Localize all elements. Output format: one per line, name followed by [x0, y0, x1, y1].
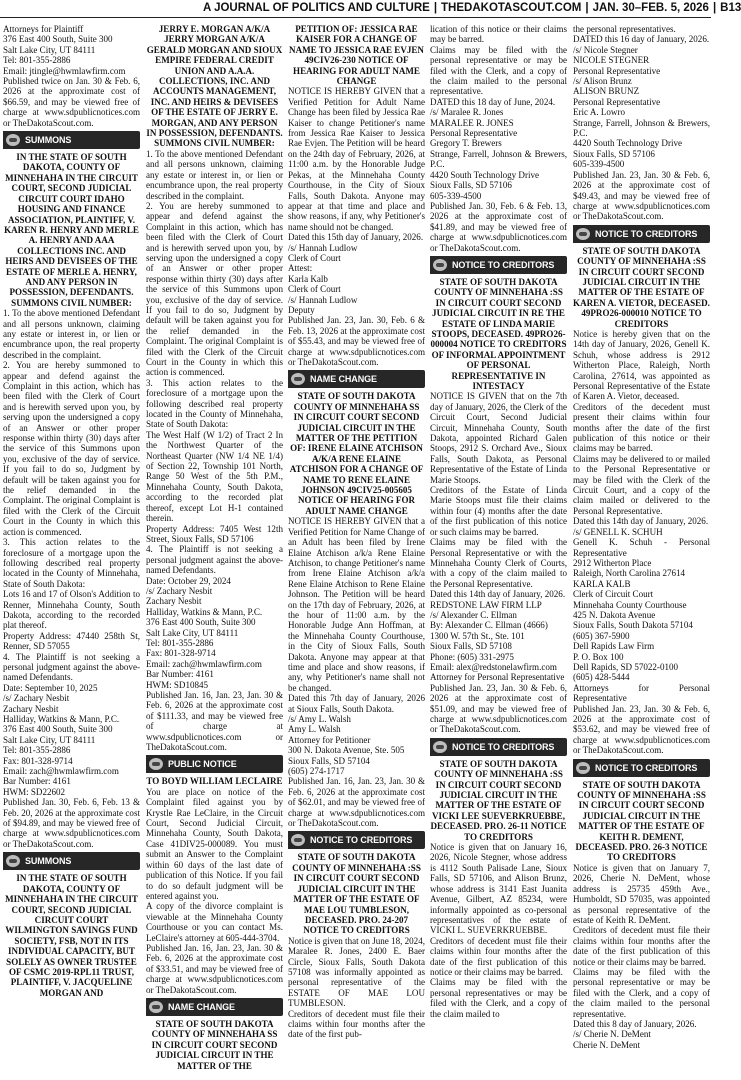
section-header [573, 225, 710, 243]
notice-body: Attorneys for Plaintiff 376 East 400 South, Suite 300 Salt Lake City, UT 84111 Tel: 801-355-2886 Email: jtingle@hwmlawfirm.com Published twice on Jan. 30 & Feb. 6, 2026 at the approximate cost of $66.59, and may be viewed free of charge at www.sdpublicnotices.com or TheDakotaScout.com. [3, 24, 140, 128]
notice-body: Notice is hereby given that on the 14th day of January, 2026, Genell K. Schuh, whose address is 2912 Witherton Place, Raleigh, North Carolina, 27614, was appointed as Personal Representative of the Estate of Karen A. Vietor, deceased. Creditors of the decedent must present their claims within four months after the date of the first publication of this notice or their claims may be barred. Claims may be delivered to or mailed to the Personal Representative or may be filed with the Clerk of the Circuit Court, and a copy of the claim mailed or delivered to the Personal Representative. Dated this 14th day of January, 2026. /s/ GENELL K. SCHUH Genell K. Schuh - Personal Representative 2912 Witherton Place Raleigh, North Carolina 27614 KARLA KALB Clerk of Circuit Court Minnehaha County Courthouse 425 N. Dakota Avenue Sioux Falls, South Dakota 57104 (605) 367-5900 Dell Rapids Law Firm P. O. Box 100 Dell Rapids, SD 57022-0100 (605) 428-5444 Attorneys for Personal Representative Published Jan. 23, Jan. 30 & Feb. 6, 2026 at the approximate cost of $53.62, and may be viewed free of charge at www.sdpublicnotices.com or TheDakotaScout.com. [573, 328, 710, 756]
notice-body: Notice is given that on January 7, 2026, Cherie N. DeMent, whose address is 25735 459th Ave., Humboldt, SD 57035, was appointed as personal representative of the estate of Keith R. DeMent. Creditors of decedent must file their claims within four months after the date of the first publication of this notice or their claims may be barred. Claims may be filed with the personal representative or may be filed with the Clerk, and a copy of the claim mailed to the personal representative. Dated this 8 day of January, 2026. /s/ Cherie N. DeMent Cherie N. DeMent [573, 862, 710, 1050]
section-header-label: NAME CHANGE [168, 1001, 235, 1012]
notice-caption: STATE OF SOUTH DAKOTA COUNTY OF MINNEHAHA :SS IN CIRCUIT COURT SECOND JUDICIAL CIRCUIT IN RE THE ESTATE OF LINDA MARIE STOOPS, DECEASED. 49PRO26-000004 NOTICE TO CREDITORS OF INFORMAL APPOINTMENT OF PERSONAL REPRESENTATIVE IN INTESTACY [430, 276, 567, 391]
section-header-icon [291, 373, 305, 385]
notice-caption: STATE OF SOUTH DAKOTA COUNTY OF MINNEHAHA :SS IN CIRCUIT COURT SECOND JUDICIAL CIRCUIT IN THE MATTER OF THE ESTATE OF MAE LOU TUMBLESON, DECEASED. PRO. 24-207 NOTICE TO CREDITORS [292, 852, 421, 936]
header-line: A JOURNAL OF POLITICS AND CULTURE | THEDAKOTASCOUT.COM | JAN. 30–FEB. 5, 2026 | B13 [203, 2, 741, 14]
section-header-icon [149, 1001, 163, 1013]
notice-body: 1. To the above mentioned Defendant and all persons unknown, claiming any estate or interest in, or lien or encumbrance upon, the real property described in the complaint. 2. You are hereby summoned to appear and defend against the Complaint in this action, which has been filed with the Clerk of Court and is herewith served upon you, by serving upon the undersigned a copy of an Answer or other proper response within thirty (30) days after the service of this Summons upon you, exclusive of the day of service. If you fail to do so, Judgment by default will be taken against you for the relief demanded in the Complaint. The original Complaint is filed with the Clerk of the Circuit Court in the County in which this action is commenced. 3. This action relates to the foreclosure of a mortgage upon the following described real property located in the County of Minnehaha, State of South Dakota: The West Half (W 1/2) of Tract 2 In the Northwest Quarter of the Northeast Quarter (NW 1/4 NE 1/4) of Section 22, Township 101 North, Range 50 West of the 5th P.M., Minnehaha County, South Dakota, according to the recorded plat thereof, except Lot H-1 contained therein. Property Address: 7405 West 12th Street, Sioux Falls, SD 57106 4. The Plaintiff is not seeking a personal judgment against the above-named Defendants. Date: October 29, 2024 /s/ Zachary Nesbit Zachary Nesbit Halliday, Watkins & Mann, P.C. 376 East 400 South, Suite 300 Salt Lake City, UT 84111 Tel: 801-355-2886 Fax: 801-328-9714 Email: zach@hwmlawfirm.com Bar Number: 4161 HWM: SD10845 Published Jan. 16, Jan. 23, Jan. 30 & Feb. 6, 2026 at the approximate cost of $111.33, and may be viewed free of charge at www.sdpublicnotices.com or TheDakotaScout.com. [146, 148, 283, 753]
section-header-label: SUMMONS [25, 135, 72, 146]
section-header-label: NOTICE TO CREDITORS [595, 762, 698, 773]
section-header-label: NOTICE TO CREDITORS [452, 259, 555, 270]
notice-caption: IN THE STATE OF SOUTH DAKOTA, COUNTY OF MINNEHAHA IN THE CIRCUIT COURT, SECOND JUDICIAL CIRCUIT COURT WILMINGTON SAVINGS FUND SOCIETY, FSB, NOT IN ITS INDIVIDUAL CAPACITY, BUT SOLELY AS OWNER TRUSTEE OF CSMC 2019-RPL11 TRUST, PLAINTIFF, V. JACQUELINE MORGAN AND [5, 873, 138, 998]
notice-body: Notice is given that on June 18, 2024, Maralee R. Jones, 2400 E. Baer Circle, Sioux Falls, South Dakota 57108 was informally appointed as personal representative of the ESTATE OF MAE LOU TUMBLESON. Creditors of decedent must file their claims within four months after the date of the first pub- [288, 935, 425, 1040]
notice-caption: STATE OF SOUTH DAKOTA COUNTY OF MINNEHAHA :SS IN CIRCUIT COURT SECOND JUDICIAL CIRCUIT IN THE MATTER OF THE ESTATE OF VICKI LEE SUEVERKRUEBBE, DECEASED. PRO. 26-11 NOTICE TO CREDITORS [430, 758, 567, 842]
section-header-icon [433, 259, 447, 271]
notice-body: NOTICE IS HEREBY GIVEN that a Verified Petition for Name Change of an Adult has been filed by Irene Elaine Atchison a/k/a Rene Elaine Atchison, to change Petitioner's name from Irene Elaine Atchison a/k/a Rene Elaine Atchison to Rene Elaine Johnson. The Petition will be heard on the 17th day of February, 2026, at the hour of 11:00 a.m. by the Honorable Judge Ann Hoffman, at the Minnehaha County Courthouse, in the City of Sioux Falls, South Dakota. Anyone may appear at that time and place and show reasons, if any, why Petitioner's name shall not be changed. Dated this 7th day of January, 2026 at Sioux Falls, South Dakota. /s/ Amy L. Walsh Amy L. Walsh Attorney for Petitioner 300 N. Dakota Avenue, Ste. 505 Sioux Falls, SD 57104 (605) 274-1717 Published Jan. 16, Jan. 23, Jan. 30 & Feb. 6, 2026 at the approximate cost of $62.01, and may be viewed free of charge at www.sdpublicnotices.com or TheDakotaScout.com. [288, 516, 425, 829]
notice-caption: JERRY E. MORGAN A/K/A JERRY MORGAN A/K/A GERALD MORGAN AND SIOUX EMPIRE FEDERAL CREDIT UNION AND A.A.A. COLLECTIONS, INC. AND ACCOUNTS MANAGEMENT, INC. AND HEIRS & DEVISEES OF THE ESTATE OF JERRY E. MORGAN, AND ANY PERSON IN POSSESSION, DEFENDANTS. SUMMONS CIVIL NUMBER: [146, 24, 283, 149]
notice-caption: STATE OF SOUTH DAKOTA COUNTY OF MINNEHAHA :SS IN CIRCUIT COURT SECOND JUDICIAL CIRCUIT IN THE MATTER OF THE ESTATE OF KEITH R. DEMENT, DECEASED. PRO. 26-3 NOTICE TO CREDITORS [575, 779, 708, 863]
section-header-icon [576, 228, 590, 240]
notice-caption: STATE OF SOUTH DAKOTA COUNTY OF MINNEHAHA SS IN CIRCUIT COURT SECOND JUDICIAL CIRCUIT IN THE MATTER OF THE [151, 1018, 278, 1071]
issue-date: JAN. 30–FEB. 5, 2026 [592, 2, 709, 14]
section-header [288, 370, 425, 388]
notice-caption: PETITION OF: JESSICA RAE KAISER FOR A CHANGE OF NAME TO JESSICA RAE EVJEN 49CIV26-230 NOTICE OF HEARING FOR ADULT NAME CHANGE [289, 24, 424, 87]
section-header-icon [576, 762, 590, 774]
section-header [146, 998, 283, 1016]
notice-caption: STATE OF SOUTH DAKOTA COUNTY OF MINNEHAHA :SS IN CIRCUIT COURT SECOND JUDICIAL CIRCUIT IN THE MATTER OF THE ESTATE OF KAREN A. VIETOR, DECEASED. 49PRO26-000010 NOTICE TO CREDITORS [573, 245, 710, 329]
notice-body: NOTICE IS GIVEN that on the 7th day of January, 2026, the Clerk of the Circuit Court, Second Judicial Circuit, Minnehaha County, South Dakota, appointed Richard Galen Stoops, 2912 S. Orchard Ave., Sioux Falls, South Dakota, as Personal Representative of the Estate of Linda Marie Stoops. Creditors of the Estate of Linda Marie Stoops must file their claims within four (4) months after the date of the first publication of this notice or such claims may be barred. Claims may be filed with the Personal Representative or with the Minnehaha County Clerk of Courts, with a copy of the claim mailed to the Personal Representative. Dated this 14th day of January, 2026. REDSTONE LAW FIRM LLP /s/ Alexander C. Ellman By: Alexander C. Ellman (4666) 1300 W. 57th St., Ste. 101 Sioux Falls, SD 57108 Phone: (605) 331-2975 Email: alex@redstonelawfirm.com Attorney for Personal Representative Published Jan. 23, Jan. 30 & Feb. 6, 2026 at the approximate cost of $51.09, and may be viewed free of charge at www.sdpublicnotices.com or TheDakotaScout.com. [430, 391, 567, 735]
section-header-label: PUBLIC NOTICE [168, 759, 237, 770]
section-header-label: SUMMONS [25, 856, 72, 867]
notice-body: Notice is given that on January 16, 2026, Nicole Stegner, whose address is 4112 South Palisade Lane, Sioux Falls, SD 57106, and Alison Brunz, whose address is 3141 East Juanita Avenue, Gilbert, AZ 85234, were informally appointed as co-personal representatives of the estate of VICKI L. SUEVERKRUEBBE. Creditors of decedent must file their claims within four months after the date of the first publication of this notice or their claims may be barred. Claims may be filed with the personal representatives or may be filed with the Clerk, and a copy of the claim mailed to [430, 842, 567, 1019]
section-header-label: NOTICE TO CREDITORS [452, 741, 555, 752]
section-header [430, 256, 567, 274]
section-header-icon [149, 758, 163, 770]
section-header [3, 131, 140, 149]
section-header [288, 831, 425, 849]
notice-body: 1. To the above mentioned Defendant and all persons unknown, claiming any estate or interest in, or lien or encumbrance upon, the real property described in the complaint. 2. You are hereby summoned to appear and defend against the Complaint in this action, which has been filed with the Clerk of Court and is herewith served upon you, by serving upon the undersigned a copy of an Answer or other proper response within thirty (30) days after the service of this Summons upon you, exclusive of the day of service. If you fail to do so, Judgment by default will be taken against you for the relief demanded in the Complaint. The original Complaint is filed with the Clerk of the Circuit Court in the County in which this action is commenced. 3. This action relates to the foreclosure of a mortgage upon the following described real property located in the County of Minnehaha, State of South Dakota: Lots 16 and 17 of Olson's Addition to Renner, Minnehaha County, South Dakota, according to the recorded plat thereof. Property Address: 47440 258th St, Renner, SD 57055 4. The Plaintiff is not seeking a personal judgment against the above-named Defendants. Date: September 10, 2025 /s/ Zachary Nesbit Zachary Nesbit Halliday, Watkins & Mann, P.C. 376 East 400 South, Suite 300 Salt Lake City, UT 84111 Tel: 801-355-2886 Fax: 801-328-9714 Email: zach@hwmlawfirm.com Bar Number: 4161 HWM: SD22602 Published Jan. 30, Feb. 6, Feb. 13 & Feb. 20, 2026 at the approximate cost of $94.89, and may be viewed free of charge at www.sdpublicnotices.com or TheDakotaScout.com. [3, 308, 140, 849]
section-header-label: NOTICE TO CREDITORS [310, 835, 413, 846]
section-header [430, 738, 567, 756]
notice-body: You are place on notice of the Complaint filed against you by Krystle Rae LeClaire, in the Circuit Court, Second Judicial Circuit, Minnehaha County, South Dakota, Case 41DIV25-000089. You must submit an Answer to the Complaint within 60 days of the last date of publication of this Notice. If you fail to do so default judgment will be entered against you. A copy of the divorce complaint is viewable at the Minnehaha County Courthouse or you can contact Ms. LeClaire's attorney at 605-444-3704. Published Jan. 16, Jan. 23, Jan. 30 & Feb. 6, 2026 at the approximate cost of $33.51, and may be viewed free of charge at www.sdpublicnotices.com or TheDakotaScout.com. [146, 786, 283, 995]
section-header-icon [6, 134, 20, 146]
column-2 [146, 24, 283, 1078]
section-header [573, 759, 710, 777]
column-4 [430, 24, 567, 1078]
section-header [146, 755, 283, 773]
column-5 [573, 24, 710, 1078]
website-name: THEDAKOTASCOUT.COM [441, 2, 582, 14]
notice-caption: IN THE STATE OF SOUTH DAKOTA, COUNTY OF MINNEHAHA IN THE CIRCUIT COURT, SECOND JUDICIAL CIRCUIT COURT IDAHO HOUSING AND FINANCE ASSOCIATION, PLAINTIFF, V. KAREN R. HENRY AND MERLE A. HENRY AND AAA COLLECTIONS INC. AND HEIRS AND DEVISEES OF THE ESTATE OF MERLE A. HENRY, AND ANY PERSON IN POSSESSION, DEFENDANTS. SUMMONS CIVIL NUMBER: [4, 152, 139, 308]
section-header-label: NOTICE TO CREDITORS [595, 228, 698, 239]
section-header-icon [6, 855, 20, 867]
section-header-label: NAME CHANGE [310, 374, 377, 385]
notice-caption: STATE OF SOUTH DAKOTA COUNTY OF MINNEHAHA SS IN CIRCUIT COURT SECOND JUDICIAL CIRCUIT IN THE MATTER OF THE PETITION OF: IRENE ELAINE ATCHISON A/K/A RENE ELAINE ATCHISON FOR A CHANGE OF NAME TO RENE ELAINE JOHNSON 49CIV25-005605 NOTICE OF HEARING FOR ADULT NAME CHANGE [289, 391, 424, 516]
notice-caption: TO BOYD WILLIAM LECLAIRE [146, 776, 283, 787]
page-number: B13 [720, 2, 741, 14]
section-header-icon [433, 741, 447, 753]
column-3 [288, 24, 425, 1078]
notice-body: lication of this notice or their claims may be barred. Claims may be filed with the personal representative or may be filed with the Clerk, and a copy of the claim mailed to the personal representative. DATED this 18 day of June, 2024. /s/ Maralee R. Jones MARALEE R. JONES Personal Representative Gregory T. Brewers Strange, Farrell, Johnson & Brewers, P.C. 4420 South Technology Drive Sioux Falls, SD 57106 605-339-4500 Published Jan. 30, Feb. 6 & Feb. 13, 2026 at the approximate cost of $41.89, and may be viewed free of charge at www.sdpublicnotices.com or TheDakotaScout.com. [430, 24, 567, 253]
publication-tagline: A JOURNAL OF POLITICS AND CULTURE [203, 2, 430, 14]
section-header [3, 852, 140, 870]
notice-body: the personal representatives. DATED this 16 day of January, 2026. /s/ Nicole Stegner NICOLE STEGNER Personal Representative /s/ Alison Brunz ALISON BRUNZ Personal Representative Eric A. Lowro Strange, Farrell, Johnson & Brewers, P.C. 4420 South Technology Drive Sioux Falls, SD 57106 605-339-4500 Published Jan. 23, Jan. 30 & Feb. 6, 2026 at the approximate cost of $49.43, and may be viewed free of charge at www.sdpublicnotices.com or TheDakotaScout.com. [573, 24, 710, 222]
page-header [0, 0, 741, 18]
notice-body: NOTICE IS HEREBY GIVEN that a Verified Petition for Adult Name Change has been filed by Jessica Rae Kaiser to change Petitioner's name from Jessica Rae Kaiser to Jessica Rae Evjen. The Petition will be heard on the 24th day of February, 2026, at 11:00 a.m. by the Honorable Judge Pekas, at the Minnehaha County Courthouse, in the City of Sioux Falls, South Dakota. Anyone may appear at that time and place and show reasons, if any, why Petitioner's name should not be changed. Dated this 15th day of January, 2026. /s/ Hannah Ludlow Clerk of Court Attest: Karla Kalb Clerk of Court /s/ Hannah Ludlow Deputy Published Jan. 23, Jan. 30, Feb. 6 & Feb. 13, 2026 at the approximate cost of $55.43, and may be viewed free of charge at www.sdpublicnotices.com or TheDakotaScout.com. [288, 86, 425, 367]
column-1 [3, 24, 140, 1078]
section-header-icon [291, 834, 305, 846]
